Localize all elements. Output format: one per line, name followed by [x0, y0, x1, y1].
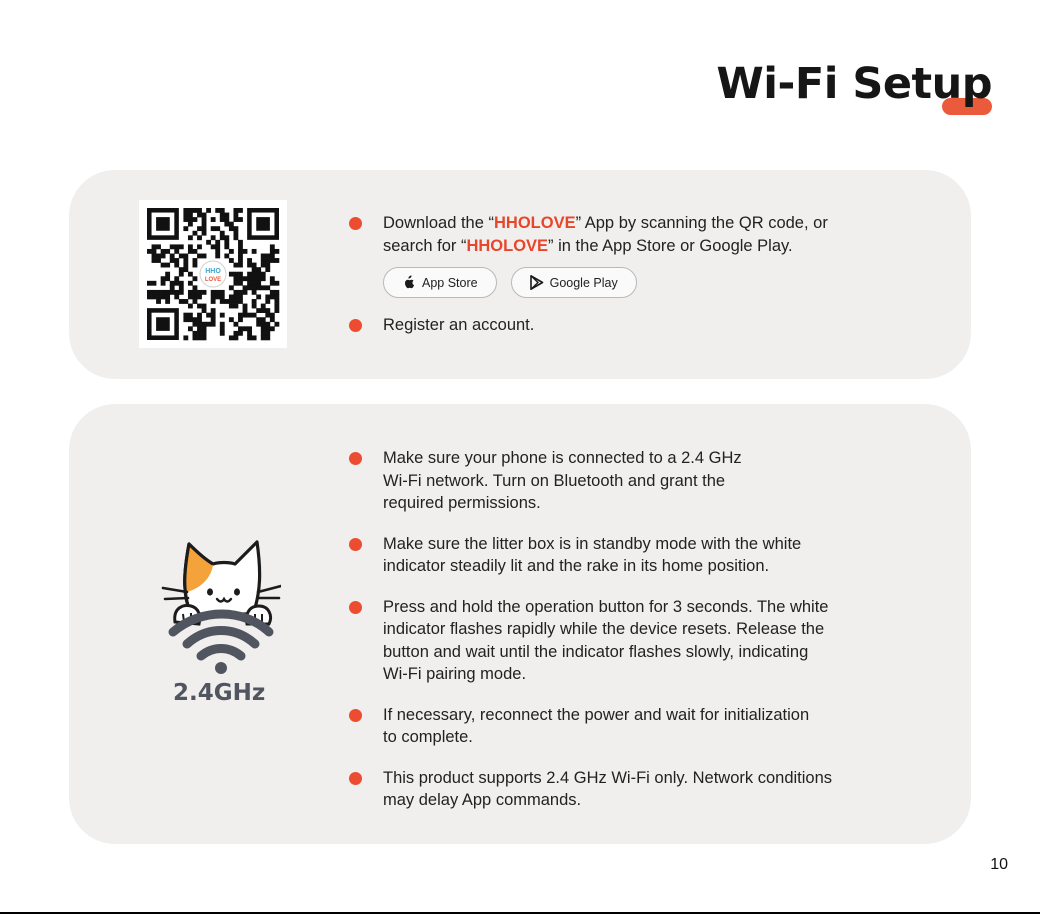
- step-wifi-support-note: This product supports 2.4 GHz Wi-Fi only. Network conditions may delay App commands.: [349, 767, 832, 812]
- bullet-dot: [349, 538, 362, 551]
- step-standby-mode: Make sure the litter box is in standby mode with the white indicator steadily lit and the rake in its home position.: [349, 533, 832, 578]
- store-buttons: [383, 267, 828, 298]
- svg-text:LOVE: LOVE: [204, 277, 222, 283]
- bullet-dot: [349, 452, 362, 465]
- page-number: 10: [990, 856, 1008, 873]
- qr-code: [139, 200, 287, 348]
- network-card: [69, 404, 971, 844]
- download-steps: [349, 212, 828, 337]
- google-play-button[interactable]: Google Play: [511, 267, 637, 298]
- bullet-dot: [349, 319, 362, 332]
- step-register-account: Register an account.: [349, 314, 828, 337]
- google-play-icon: [530, 275, 544, 290]
- download-card: [69, 170, 971, 379]
- network-steps: [349, 447, 832, 830]
- step-download-app: Download the “HHOLOVE” App by scanning the QR code, or search for “HHOLOVE” in the App Store or Google Play.: [349, 212, 828, 257]
- frequency-label: 2.4GHz: [173, 680, 266, 706]
- title-block: [716, 58, 992, 118]
- bullet-dot: [349, 772, 362, 785]
- step-reconnect-power: If necessary, reconnect the power and wait for initialization to complete.: [349, 704, 832, 749]
- bullet-dot: [349, 709, 362, 722]
- app-name: HHOLOVE: [493, 214, 576, 232]
- bullet-dot: [349, 217, 362, 230]
- step-phone-connection: Make sure your phone is connected to a 2.4 GHz Wi-Fi network. Turn on Bluetooth and grant the required permissions.: [349, 447, 832, 515]
- svg-text:HHO: HHO: [205, 268, 221, 275]
- bullet-dot: [349, 601, 362, 614]
- apple-icon: [402, 275, 416, 290]
- step-reset-button: Press and hold the operation button for 3 seconds. The white indicator flashes rapidly while the device resets. Release the button and wait until the indicator flashes slowly, indicating Wi-Fi pairing mode.: [349, 596, 832, 686]
- cat-wifi-icon: [161, 536, 281, 676]
- app-store-button[interactable]: App Store: [383, 267, 497, 298]
- app-name: HHOLOVE: [466, 236, 549, 255]
- page-title: Wi-Fi Setup: [716, 59, 992, 109]
